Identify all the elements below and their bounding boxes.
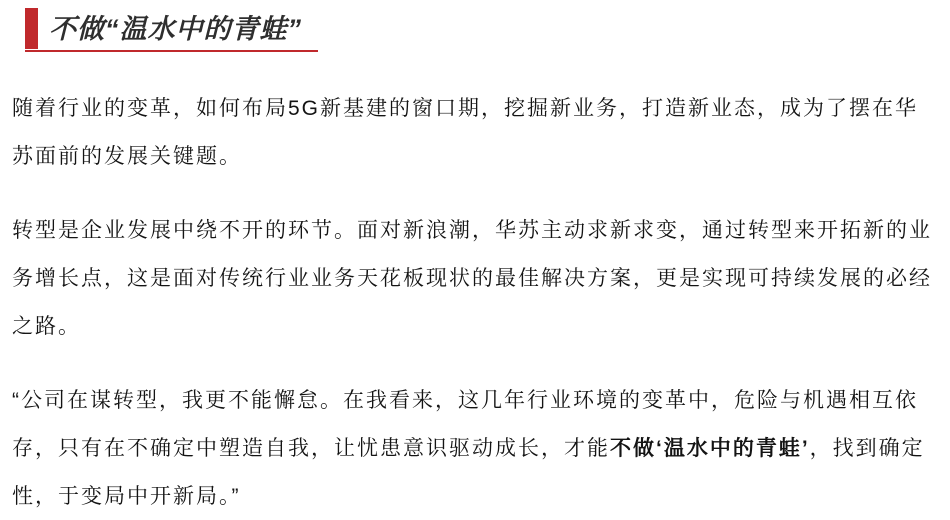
- paragraph-3: [12, 377, 938, 520]
- heading-accent-bar: [25, 8, 38, 49]
- paragraph-3-text-start: “公司在谋转型，我更不能懈怠。在我看来，这几年行业环境的变革中，危险与机遇相互依存，只有在不确定中塑造自我，让忧患意识驱动成长，才能: [12, 389, 918, 460]
- paragraph-1: 随着行业的变革，如何布局5G新基建的窗口期，挖掘新业务，打造新业态，成为了摆在华苏面前的发展关键题。: [12, 97, 919, 168]
- paragraph-2: 转型是企业发展中绕不开的环节。面对新浪潮，华苏主动求新求变，通过转型来开拓新的业务增长点，这是面对传统行业业务天花板现状的最佳解决方案，更是实现可持续发展的必经之路。: [12, 219, 932, 338]
- section-title: 不做“温水中的青蛙”: [49, 14, 302, 44]
- paragraph-3-text-end: ，找到确定性，于变局中开新局。”: [12, 437, 925, 508]
- section-heading: [25, 7, 318, 52]
- paragraph-3-emphasis: 不做‘温水中的青蛙’: [610, 437, 810, 460]
